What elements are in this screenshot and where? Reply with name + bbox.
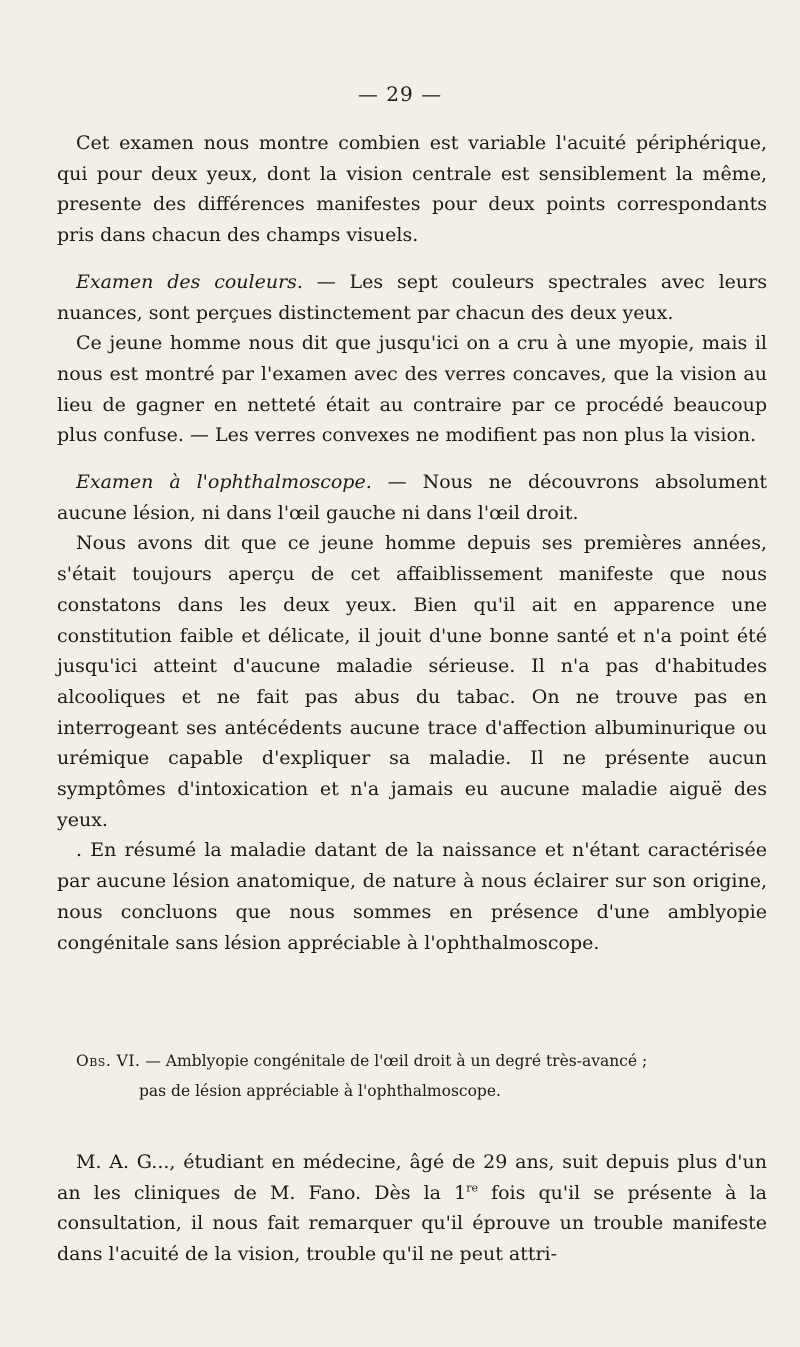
paragraph-colors [57,267,767,328]
section-heading-colors: Examen des couleurs. [76,270,303,293]
main-text [57,128,767,958]
paragraph-ophthalmoscope [57,467,767,528]
case-text-b: fois qu'il se présente à la consultation, il nous fait remarquer qu'il éprouve un trouble manifeste dans l'acuité de la vision, trouble qu'il ne peut attri- [57,1181,767,1266]
paragraph-acuity: Cet examen nous montre combien est variable l'acuité périphérique, qui pour deux yeux, dont la vision centrale est sensiblement la même, presente des différences manifestes pour deux points correspondants pris dans chacun des champs visuels. [57,132,767,247]
paragraph-ophthalmoscope-text: — Nous ne découvrons absolument aucune lésion, ni dans l'œil gauche ni dans l'œil droit. [57,471,767,524]
paragraph-summary: . En résumé la maladie datant de la naissance et n'étant caractérisée par aucune lésion anatomique, de nature à nous éclairer sur son origine, nous concluons que nous sommes en présence d'une amblyopie congénitale sans lésion appréciable à l'ophthalmoscope. [57,839,767,954]
case-superscript: re [466,1181,478,1195]
heading-part-b: l'ophthalmoscope. [196,471,372,494]
observation-label: Obs. VI. [76,1052,141,1070]
paragraph-case [57,1147,767,1270]
observation-line-1 [57,1046,767,1076]
case-text-a: M. A. G..., étudiant en médecine, âgé de 29 ans, suit depuis plus d'un an les cliniques de M. Fano. Dès la 1 [57,1151,767,1204]
paragraph-colors-text: — Les sept couleurs spectrales avec leurs nuances, sont perçues distinctement par chacun des deux yeux. [57,270,767,324]
paragraph-myopia: Ce jeune homme nous dit que jusqu'ici on a cru à une myopie, mais il nous est montré par l'examen avec des verres concaves, que la vision au lieu de gagner en netteté était au contraire par ce procédé beaucoup plus confuse. — Les verres convexes ne modifient pas non plus la vision. [57,332,767,447]
paragraph-history: Nous avons dit que ce jeune homme depuis ses premières années, s'était toujours aperçu de cet affaiblissement manifeste que nous constatons dans les deux yeux. Bien qu'il ait en apparence une constitution faible et délicate, il jouit d'une bonne santé et n'a point été jusqu'ici atteint d'aucune maladie sérieuse. Il n'a pas d'habitudes alcooliques et ne fait pas abus du tabac. On ne trouve pas en interrogeant ses antécédents aucune trace d'affection albuminurique ou urémique capable d'expliquer sa maladie. Il ne présente aucun symptômes d'intoxication et n'a jamais eu aucune maladie aiguë des yeux. [57,532,767,831]
observation-line-2: pas de lésion appréciable à l'ophthalmoscope. [139,1082,501,1100]
case-description [57,1147,767,1270]
heading-part-a: Examen à [76,471,197,494]
page-number: — 29 — [357,82,443,106]
observation-heading [57,1046,767,1106]
observation-title: — Amblyopie congénitale de l'œil droit à un degré très-avancé ; [140,1052,648,1070]
section-heading-ophthalmoscope [76,471,372,493]
